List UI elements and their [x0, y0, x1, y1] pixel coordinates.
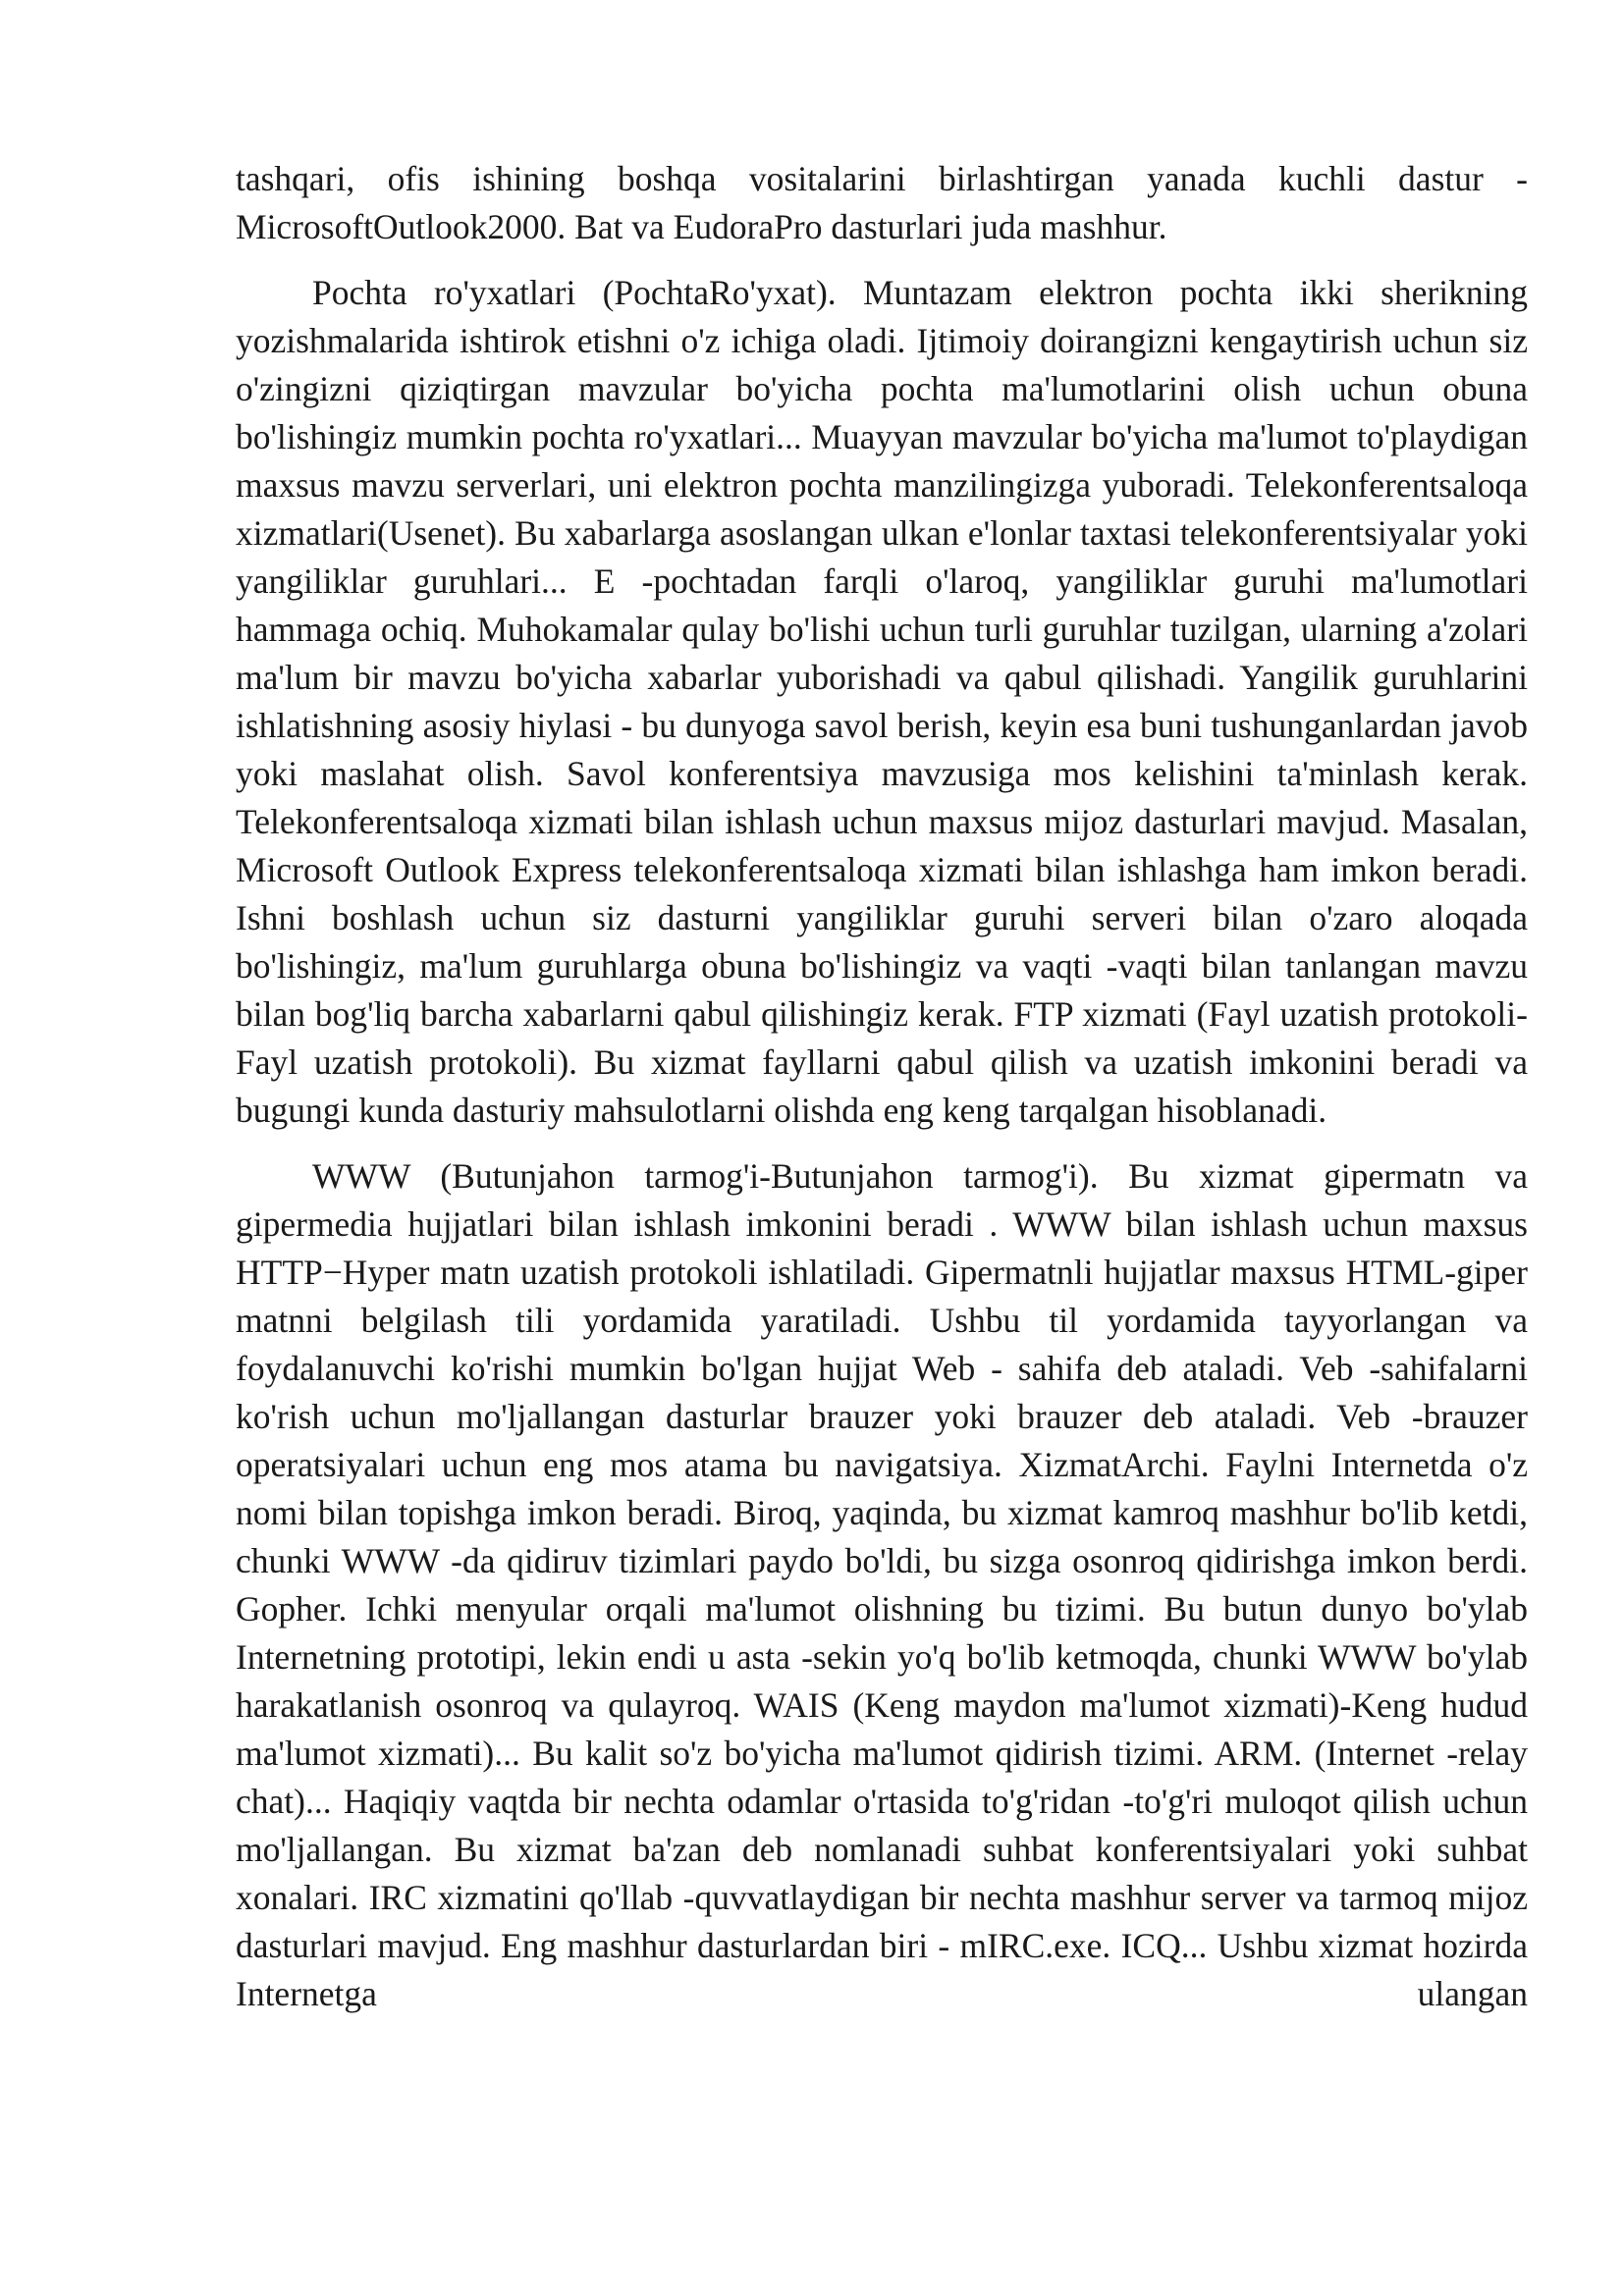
paragraph-www: WWW (Butunjahon tarmog'i-Butunjahon tarmog'i). Bu xizmat gipermatn va gipermedia hujjatlari bilan ishlash imkonini beradi . WWW bilan ishlash uchun maxsus HTTP−Hyper matn uzatish protokoli ishlatiladi. Gipermatnli hujjatlar maxsus HTML-giper matnni belgilash tili yordamida yaratiladi. Ushbu til yordamida tayyorlangan va foydalanuvchi ko'rishi mumkin bo'lgan hujjat Web - sahifa deb ataladi. Veb -sahifalarni ko'rish uchun mo'ljallangan dasturlar brauzer yoki brauzer deb ataladi. Veb -brauzer operatsiyalari uchun eng mos atama bu navigatsiya. XizmatArchi. Faylni Internetda o'z nomi bilan topishga imkon beradi. Biroq, yaqinda, bu xizmat kamroq mashhur bo'lib ketdi, chunki WWW -da qidiruv tizimlari paydo bo'ldi, bu sizga osonroq qidirishga imkon berdi. Gopher. Ichki menyular orqali ma'lumot olishning bu tizimi. Bu butun dunyo bo'ylab Internetning prototipi, lekin endi u asta -sekin yo'q bo'lib ketmoqda, chunki WWW bo'ylab harakatlanish osonroq va qulayroq. WAIS (Keng maydon ma'lumot xizmati)-Keng hudud ma'lumot xizmati)... Bu kalit so'z bo'yicha ma'lumot qidirish tizimi. ARM. (Internet -relay chat)... Haqiqiy vaqtda bir nechta odamlar o'rtasida to'g'ridan -to'g'ri muloqot qilish uchun mo'ljallangan. Bu xizmat ba'zan deb nomlanadi suhbat konferentsiyalari yoki suhbat xonalari. IRC xizmatini qo'llab -quvvatlaydigan bir nechta mashhur server va tarmoq mijoz dasturlari mavjud. Eng mashhur dasturlardan biri - mIRC.exe. ICQ... Ushbu xizmat hozirda Internetga ulangan	[236, 1156, 1528, 2013]
document-page	[236, 155, 1528, 2018]
paragraph-continuation: tashqari, ofis ishining boshqa vositalarini birlashtirgan yanada kuchli dastur - MicrosoftOutlook2000. Bat va EudoraPro dasturlari juda mashhur.	[236, 159, 1528, 246]
paragraph-mailing-lists: Pochta ro'yxatlari (PochtaRo'yxat). Muntazam elektron pochta ikki sherikning yozishmalarida ishtirok etishni o'z ichiga oladi. Ijtimoiy doirangizni kengaytirish uchun siz o'zingizni qiziqtirgan mavzular bo'yicha pochta ma'lumotlarini olish uchun obuna bo'lishingiz mumkin pochta ro'yxatlari... Muayyan mavzular bo'yicha ma'lumot to'playdigan maxsus mavzu serverlari, uni elektron pochta manzilingizga yuboradi. Telekonferentsaloqa xizmatlari(Usenet). Bu xabarlarga asoslangan ulkan e'lonlar taxtasi telekonferentsiyalar yoki yangiliklar guruhlari... E -pochtadan farqli o'laroq, yangiliklar guruhi ma'lumotlari hammaga ochiq. Muhokamalar qulay bo'lishi uchun turli guruhlar tuzilgan, ularning a'zolari ma'lum bir mavzu bo'yicha xabarlar yuborishadi va qabul qilishadi. Yangilik guruhlarini ishlatishning asosiy hiylasi - bu dunyoga savol berish, keyin esa buni tushunganlardan javob yoki maslahat olish. Savol konferentsiya mavzusiga mos kelishini ta'minlash kerak. Telekonferentsaloqa xizmati bilan ishlash uchun maxsus mijoz dasturlari mavjud. Masalan, Microsoft Outlook Express telekonferentsaloqa xizmati bilan ishlashga ham imkon beradi. Ishni boshlash uchun siz dasturni yangiliklar guruhi serveri bilan o'zaro aloqada bo'lishingiz, ma'lum guruhlarga obuna bo'lishingiz va vaqti -vaqti bilan tanlangan mavzu bilan bog'liq barcha xabarlarni qabul qilishingiz kerak. FTP xizmati (Fayl uzatish protokoli-Fayl uzatish protokoli). Bu xizmat fayllarni qabul qilish va uzatish imkonini beradi va bugungi kunda dasturiy mahsulotlarni olishda eng keng tarqalgan hisoblanadi.	[236, 273, 1528, 1130]
